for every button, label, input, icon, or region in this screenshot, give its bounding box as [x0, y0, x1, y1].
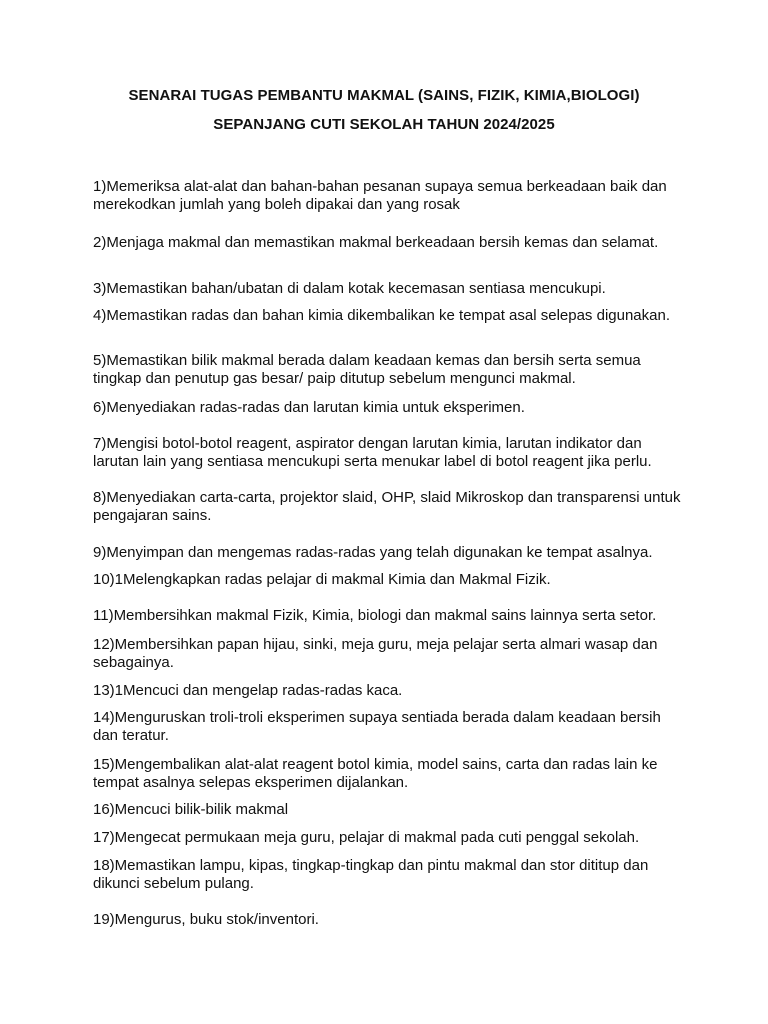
task-item-4: 4)Memastikan radas dan bahan kimia dikembalikan ke tempat asal selepas digunakan. — [93, 307, 670, 324]
task-item-11: 11)Membersihkan makmal Fizik, Kimia, biologi dan makmal sains lainnya serta setor. — [93, 607, 657, 624]
task-item-19: 19)Mengurus, buku stok/inventori. — [93, 911, 319, 928]
task-item-14: 14)Menguruskan troli-troli eksperimen supaya sentiada berada dalam keadaan bersih dan teratur. — [93, 709, 661, 744]
task-item-10: 10)1Melengkapkan radas pelajar di makmal Kimia dan Makmal Fizik. — [93, 571, 551, 588]
document-title-line-1: SENARAI TUGAS PEMBANTU MAKMAL (SAINS, FIZIK, KIMIA,BIOLOGI) — [128, 87, 640, 104]
task-item-8: 8)Menyediakan carta-carta, projektor slaid, OHP, slaid Mikroskop dan transparensi untuk pengajaran sains. — [93, 489, 681, 524]
task-item-18: 18)Memastikan lampu, kipas, tingkap-tingkap dan pintu makmal dan stor dititup dan dikunci sebelum pulang. — [93, 857, 649, 892]
document-title-line-2: SEPANJANG CUTI SEKOLAH TAHUN 2024/2025 — [213, 116, 555, 133]
task-item-7: 7)Mengisi botol-botol reagent, aspirator dengan larutan kimia, larutan indikator dan larutan lain yang sentiasa mencukupi serta menukar label di botol reagent jika perlu. — [93, 435, 652, 470]
task-item-2: 2)Menjaga makmal dan memastikan makmal berkeadaan bersih kemas dan selamat. — [93, 234, 659, 251]
task-item-12: 12)Membersihkan papan hijau, sinki, meja guru, meja pelajar serta almari wasap dan sebagainya. — [93, 636, 658, 671]
task-item-16: 16)Mencuci bilik-bilik makmal — [93, 801, 289, 818]
task-item-17: 17)Mengecat permukaan meja guru, pelajar di makmal pada cuti penggal sekolah. — [93, 829, 640, 846]
task-item-15: 15)Mengembalikan alat-alat reagent botol kimia, model sains, carta dan radas lain ke tempat asalnya selepas eksperimen dijalankan. — [93, 756, 658, 791]
task-item-6: 6)Menyediakan radas-radas dan larutan kimia untuk eksperimen. — [93, 399, 525, 416]
task-item-5: 5)Memastikan bilik makmal berada dalam keadaan kemas dan bersih serta semua tingkap dan penutup gas besar/ paip ditutup sebelum mengunci makmal. — [93, 352, 641, 387]
task-item-13: 13)1Mencuci dan mengelap radas-radas kaca. — [93, 682, 403, 699]
task-item-9: 9)Menyimpan dan mengemas radas-radas yang telah digunakan ke tempat asalnya. — [93, 544, 653, 561]
task-item-1: 1)Memeriksa alat-alat dan bahan-bahan pesanan supaya semua berkeadaan baik dan merekodkan jumlah yang boleh dipakai dan yang rosak — [93, 178, 667, 213]
task-item-3: 3)Memastikan bahan/ubatan di dalam kotak kecemasan sentiasa mencukupi. — [93, 280, 606, 297]
